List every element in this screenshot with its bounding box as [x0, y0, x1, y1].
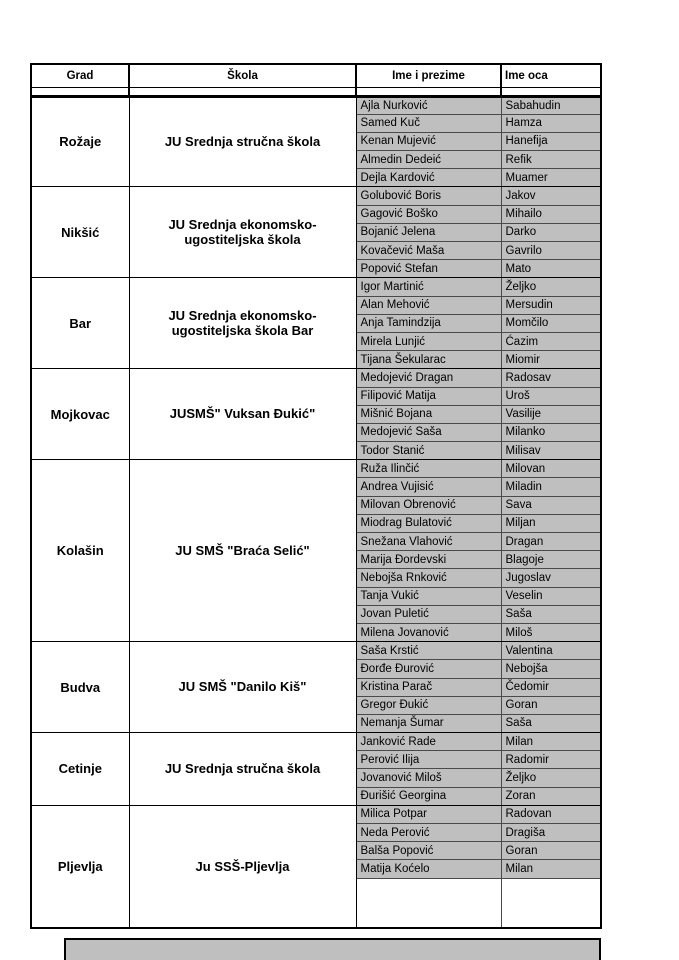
column-header-ime-i-prezime: Ime i prezime	[356, 64, 501, 87]
father-name-cell: Miomir	[501, 351, 601, 369]
student-name-cell: Samed Kuč	[356, 114, 501, 132]
column-header-grad: Grad	[31, 64, 129, 87]
father-name-cell: Mato	[501, 260, 601, 278]
school-cell: JU SMŠ "Danilo Kiš"	[129, 642, 356, 733]
student-name-cell: Nebojša Rnković	[356, 569, 501, 587]
school-cell: JU Srednja ekonomsko-ugostiteljska škola	[129, 187, 356, 278]
father-name-cell: Sabahudin	[501, 96, 601, 114]
father-name-cell: Jugoslav	[501, 569, 601, 587]
student-name-cell: Neda Perović	[356, 824, 501, 842]
student-name-cell: Gagović Boško	[356, 205, 501, 223]
school-cell: JUSMŠ" Vuksan Đukić"	[129, 369, 356, 460]
school-cell: JU SMŠ "Braća Selić"	[129, 460, 356, 642]
father-name-cell: Milisav	[501, 442, 601, 460]
student-row	[31, 369, 601, 387]
student-row	[31, 733, 601, 751]
father-name-cell: Saša	[501, 605, 601, 623]
student-name-cell: Milica Potpar	[356, 805, 501, 823]
father-name-cell: Mihailo	[501, 205, 601, 223]
student-name-cell: Kenan Mujević	[356, 132, 501, 150]
father-name-cell: Čedomir	[501, 678, 601, 696]
father-name-cell: Valentina	[501, 642, 601, 660]
student-name-cell: Milovan Obrenović	[356, 496, 501, 514]
header-spacer-cell	[129, 87, 356, 96]
city-cell: Nikšić	[31, 187, 129, 278]
student-name-cell: Almedin Dedeić	[356, 151, 501, 169]
father-name-cell: Nebojša	[501, 660, 601, 678]
student-name-cell: Andrea Vujisić	[356, 478, 501, 496]
next-section-partial-row	[64, 938, 601, 960]
school-cell: JU Srednja ekonomsko-ugostiteljska škola Bar	[129, 278, 356, 369]
city-cell: Rožaje	[31, 96, 129, 187]
father-name-cell: Muamer	[501, 169, 601, 187]
father-name-cell: Dragiša	[501, 824, 601, 842]
header-spacer-cell	[501, 87, 601, 96]
header-spacer-cell	[31, 87, 129, 96]
student-row	[31, 187, 601, 205]
student-name-cell: Kristina Parač	[356, 678, 501, 696]
father-name-cell: Darko	[501, 223, 601, 241]
student-name-cell: Todor Stanić	[356, 442, 501, 460]
header-spacer-row	[31, 87, 601, 96]
student-name-cell: Bojanić Jelena	[356, 223, 501, 241]
student-name-cell: Matija Koćelo	[356, 860, 501, 878]
father-name-cell: Vasilije	[501, 405, 601, 423]
student-name-cell: Alan Mehović	[356, 296, 501, 314]
father-name-cell: Miladin	[501, 478, 601, 496]
student-name-cell: Mirela Lunjić	[356, 332, 501, 350]
father-name-cell: Saša	[501, 714, 601, 732]
father-name-cell: Milan	[501, 733, 601, 751]
student-row	[31, 460, 601, 478]
father-name-cell: Miljan	[501, 514, 601, 532]
father-name-cell: Milan	[501, 860, 601, 878]
student-name-cell: Golubović Boris	[356, 187, 501, 205]
school-cell: Ju SSŠ-Pljevlja	[129, 805, 356, 928]
student-name-cell: Mišnić Bojana	[356, 405, 501, 423]
student-name-cell: Balša Popović	[356, 842, 501, 860]
student-name-cell: Jovanović Miloš	[356, 769, 501, 787]
father-name-cell: Uroš	[501, 387, 601, 405]
father-name-cell: Miloš	[501, 623, 601, 641]
father-name-cell: Goran	[501, 842, 601, 860]
student-name-cell: Igor Martinić	[356, 278, 501, 296]
empty-cell	[501, 878, 601, 928]
father-name-cell: Željko	[501, 278, 601, 296]
student-row	[31, 805, 601, 823]
student-name-cell: Anja Tamindzija	[356, 314, 501, 332]
father-name-cell: Radomir	[501, 751, 601, 769]
father-name-cell: Željko	[501, 769, 601, 787]
student-name-cell: Kovačević Maša	[356, 242, 501, 260]
school-cell: JU Srednja stručna škola	[129, 96, 356, 187]
empty-cell	[356, 878, 501, 928]
father-name-cell: Gavrilo	[501, 242, 601, 260]
student-name-cell: Đurišić Georgina	[356, 787, 501, 805]
student-name-cell: Đorđe Đurović	[356, 660, 501, 678]
father-name-cell: Jakov	[501, 187, 601, 205]
student-name-cell: Dejla Kardović	[356, 169, 501, 187]
school-cell: JU Srednja stručna škola	[129, 733, 356, 806]
student-name-cell: Miodrag Bulatović	[356, 514, 501, 532]
student-name-cell: Jovan Puletić	[356, 605, 501, 623]
father-name-cell: Zoran	[501, 787, 601, 805]
student-name-cell: Gregor Đukić	[356, 696, 501, 714]
father-name-cell: Milanko	[501, 423, 601, 441]
student-name-cell: Nemanja Šumar	[356, 714, 501, 732]
student-row	[31, 278, 601, 296]
column-header-ime-oca: Ime oca	[501, 64, 601, 87]
student-name-cell: Popović Stefan	[356, 260, 501, 278]
students-table	[30, 63, 602, 929]
father-name-cell: Goran	[501, 696, 601, 714]
student-name-cell: Saša Krstić	[356, 642, 501, 660]
student-name-cell: Filipović Matija	[356, 387, 501, 405]
father-name-cell: Mersudin	[501, 296, 601, 314]
father-name-cell: Refik	[501, 151, 601, 169]
student-name-cell: Janković Rade	[356, 733, 501, 751]
father-name-cell: Hanefija	[501, 132, 601, 150]
student-name-cell: Tijana Šekularac	[356, 351, 501, 369]
father-name-cell: Radovan	[501, 805, 601, 823]
city-cell: Bar	[31, 278, 129, 369]
city-cell: Cetinje	[31, 733, 129, 806]
father-name-cell: Veselin	[501, 587, 601, 605]
father-name-cell: Hamza	[501, 114, 601, 132]
table-body	[31, 96, 601, 928]
city-cell: Budva	[31, 642, 129, 733]
table-header-row	[31, 64, 601, 87]
father-name-cell: Sava	[501, 496, 601, 514]
header-spacer-cell	[356, 87, 501, 96]
student-name-cell: Ajla Nurković	[356, 96, 501, 114]
student-name-cell: Medojević Dragan	[356, 369, 501, 387]
city-cell: Kolašin	[31, 460, 129, 642]
father-name-cell: Dragan	[501, 533, 601, 551]
father-name-cell: Momčilo	[501, 314, 601, 332]
student-name-cell: Perović Ilija	[356, 751, 501, 769]
student-name-cell: Snežana Vlahović	[356, 533, 501, 551]
father-name-cell: Radosav	[501, 369, 601, 387]
student-row	[31, 642, 601, 660]
column-header-skola: Škola	[129, 64, 356, 87]
student-name-cell: Ruža Ilinčić	[356, 460, 501, 478]
student-name-cell: Milena Jovanović	[356, 623, 501, 641]
father-name-cell: Blagoje	[501, 551, 601, 569]
student-row	[31, 96, 601, 114]
student-name-cell: Tanja Vukić	[356, 587, 501, 605]
father-name-cell: Ćazim	[501, 332, 601, 350]
father-name-cell: Milovan	[501, 460, 601, 478]
student-name-cell: Medojević Saša	[356, 423, 501, 441]
student-name-cell: Marija Đordevski	[356, 551, 501, 569]
city-cell: Pljevlja	[31, 805, 129, 928]
city-cell: Mojkovac	[31, 369, 129, 460]
